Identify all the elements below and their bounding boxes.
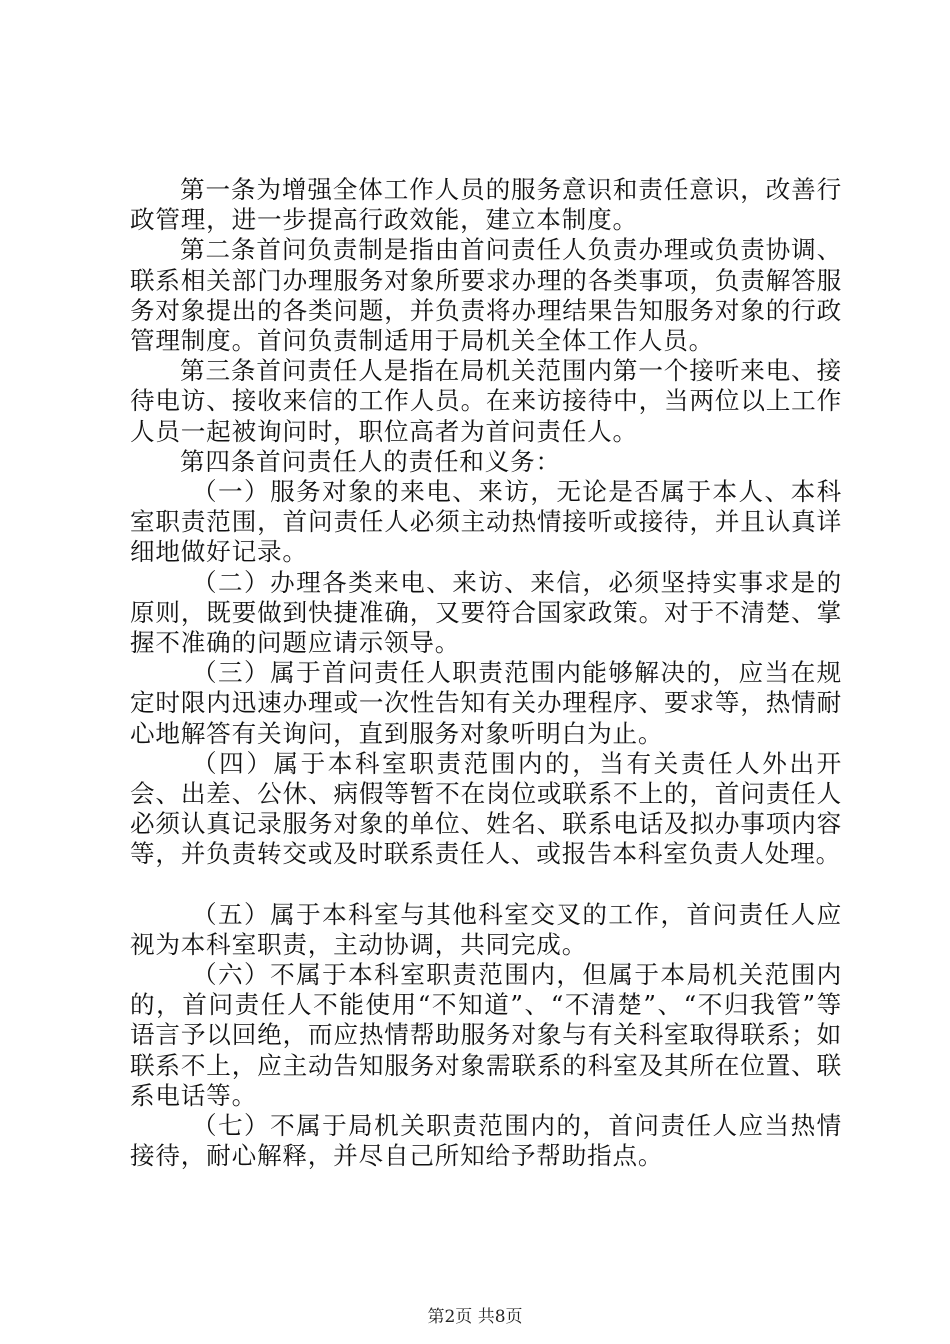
paragraph-item-7: （七）不属于局机关职责范围内的，首问责任人应当热情接待，耐心解释，并尽自己所知给予帮助指点。 <box>130 1111 842 1171</box>
paragraph-article-1: 第一条为增强全体工作人员的服务意识和责任意识，改善行政管理，进一步提高行政效能，建立本制度。 <box>130 175 842 235</box>
paragraph-article-4: 第四条首问责任人的责任和义务： <box>180 446 561 476</box>
document-body <box>130 175 842 1172</box>
paragraph-item-1: （一）服务对象的来电、来访，无论是否属于本人、本科室职责范围，首问责任人必须主动热情接听或接待，并且认真详细地做好记录。 <box>130 477 842 567</box>
paragraph-article-2: 第二条首问负责制是指由首问责任人负责办理或负责协调、联系相关部门办理服务对象所要求办理的各类事项，负责解答服务对象提出的各类问题，并负责将办理结果告知服务对象的行政管理制度。首问负责制适用于局机关全体工作人员。 <box>130 235 842 356</box>
paragraph-item-6: （六）不属于本科室职责范围内，但属于本局机关范围内的，首问责任人不能使用“不知道”、“不清楚”、“不归我管”等语言予以回绝，而应热情帮助服务对象与有关科室取得联系；如联系不上，应主动告知服务对象需联系的科室及其所在位置、联系电话等。 <box>130 960 842 1110</box>
paragraph-item-4: （四）属于本科室职责范围内的，当有关责任人外出开会、出差、公休、病假等暂不在岗位或联系不上的，首问责任人必须认真记录服务对象的单位、姓名、联系电话及拟办事项内容等，并负责转交或及时联系责任人、或报告本科室负责人处理。 <box>130 748 842 869</box>
page-number-label: 第2页 共8页 <box>427 1307 523 1327</box>
paragraph-item-5: （五）属于本科室与其他科室交叉的工作，首问责任人应视为本科室职责，主动协调，共同完成。 <box>130 899 842 959</box>
paragraph-item-3: （三）属于首问责任人职责范围内能够解决的，应当在规定时限内迅速办理或一次性告知有关办理程序、要求等，热情耐心地解答有关询问，直到服务对象听明白为止。 <box>130 658 842 748</box>
page-footer <box>0 1306 950 1328</box>
paragraph-article-3: 第三条首问责任人是指在局机关范围内第一个接听来电、接待电访、接收来信的工作人员。在来访接待中，当两位以上工作人员一起被询问时，职位高者为首问责任人。 <box>130 356 842 446</box>
paragraph-item-2: （二）办理各类来电、来访、来信，必须坚持实事求是的原则，既要做到快捷准确，又要符合国家政策。对于不清楚、掌握不准确的问题应请示领导。 <box>130 567 842 658</box>
